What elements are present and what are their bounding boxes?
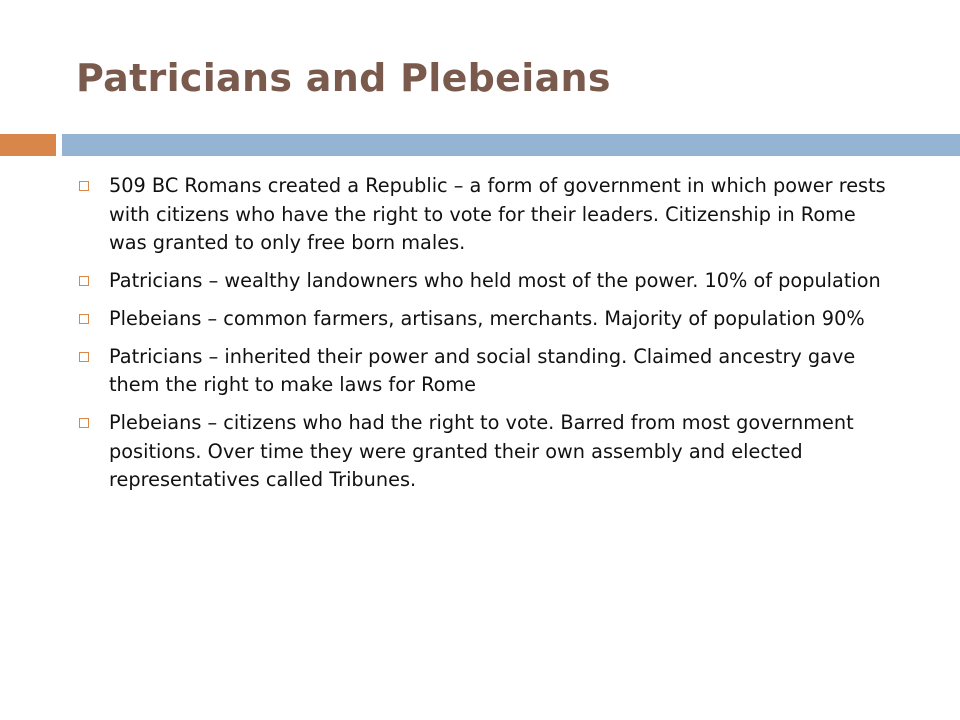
bullet-item xyxy=(76,305,896,334)
bullet-list xyxy=(76,172,896,504)
bullet-text: Patricians – inherited their power and social standing. Claimed ancestry gave them the right to make laws for Rome xyxy=(109,344,856,397)
hollow-square-bullet-icon xyxy=(79,352,89,362)
hollow-square-bullet-icon xyxy=(79,181,89,191)
bullet-text: Patricians – wealthy landowners who held most of the power. 10% of population xyxy=(109,268,881,292)
bullet-item xyxy=(76,409,896,495)
bullet-item xyxy=(76,267,896,296)
slide-title: Patricians and Plebeians xyxy=(76,56,611,100)
hollow-square-bullet-icon xyxy=(79,418,89,428)
hollow-square-bullet-icon xyxy=(79,314,89,324)
bullet-item xyxy=(76,172,896,258)
title-accent-bar-blue xyxy=(62,134,960,156)
bullet-text: Plebeians – citizens who had the right to vote. Barred from most government positions. Over time they were granted their own assembly and elected representatives called Tribunes. xyxy=(109,411,854,492)
bullet-item xyxy=(76,343,896,400)
hollow-square-bullet-icon xyxy=(79,276,89,286)
title-accent-bar-orange xyxy=(0,134,56,156)
bullet-text: Plebeians – common farmers, artisans, merchants. Majority of population 90% xyxy=(109,306,865,330)
bullet-text: 509 BC Romans created a Republic – a form of government in which power rests with citizens who have the right to vote for their leaders. Citizenship in Rome was granted to only free born males. xyxy=(109,174,886,254)
